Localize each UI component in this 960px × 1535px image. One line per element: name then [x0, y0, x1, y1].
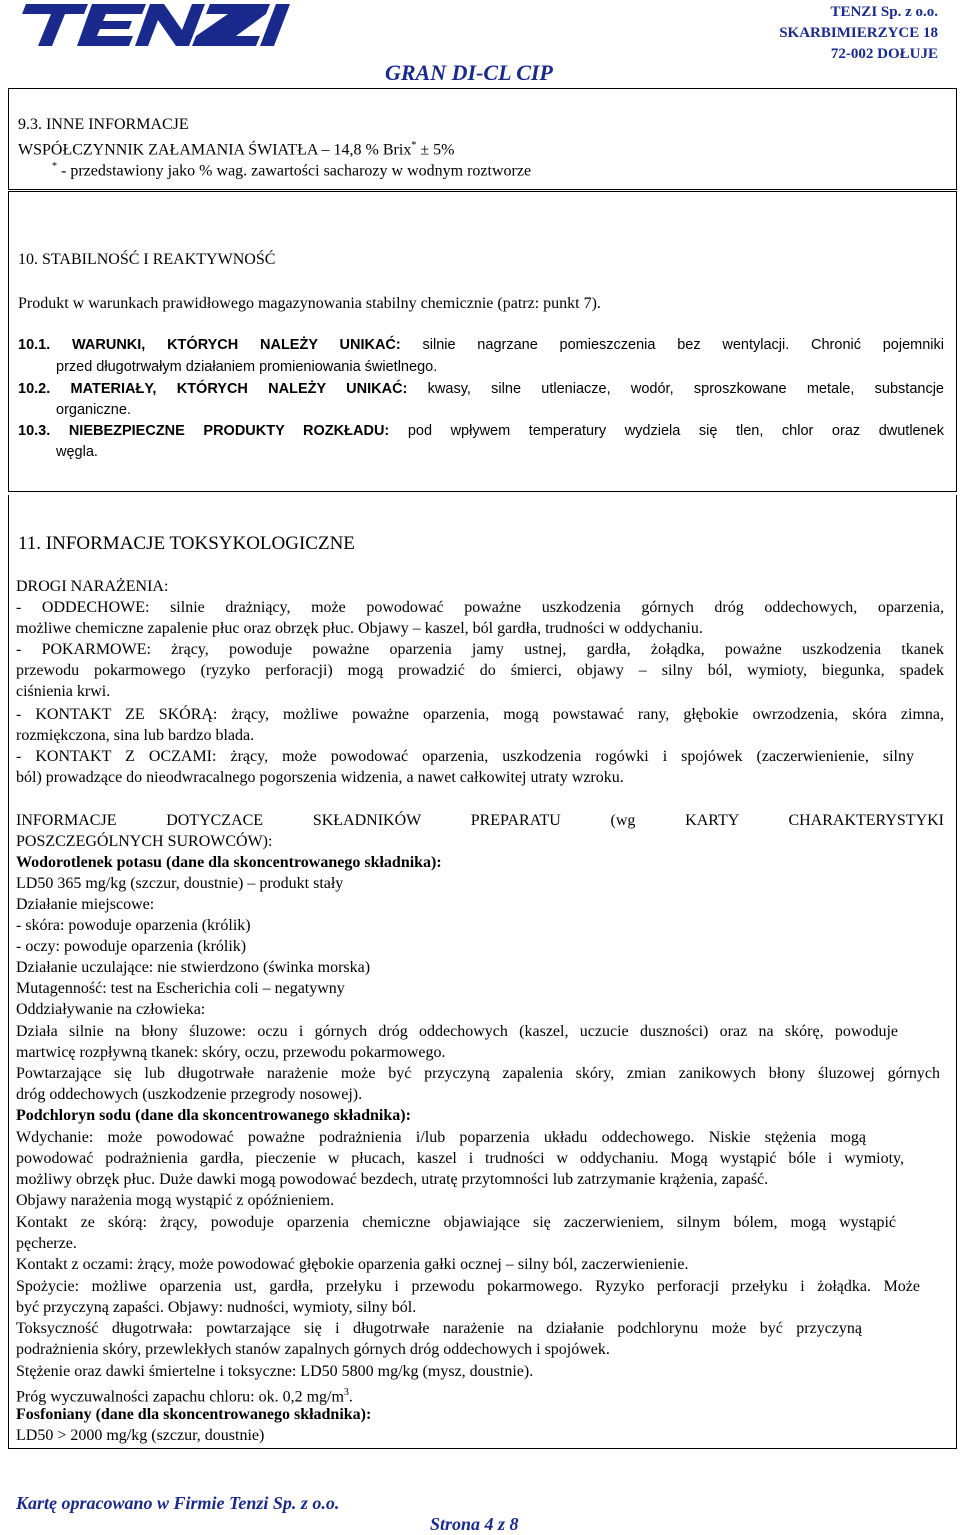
components-info-heading-cont: POSZCZEGÓLNYCH SUROWCÓW): [16, 833, 273, 850]
company-city: 72-002 DOŁUJE [830, 46, 938, 62]
product-name: GRAN DI-CL CIP [385, 60, 553, 85]
koh-line-9: martwicę rozpływną tkanek: skóry, oczu, przewodu pokarmowego. [16, 1044, 446, 1061]
refractive-index-note [52, 156, 531, 181]
item-10-3-cont: węgla. [56, 444, 98, 460]
exposure-routes-heading: DROGI NARAŻENIA: [16, 578, 169, 595]
route-skin: - KONTAKT ZE SKÓRĄ: żrący, możliwe poważne oparzenia, mogą powstawać rany, głębokie owrzodzenia, skóra zimna, [16, 706, 944, 723]
route-respiratory: - ODDECHOWE: silnie drażniący, może powodować poważne uszkodzenia górnych dróg oddechowych, oparzenia, [16, 599, 944, 616]
koh-line-3: - skóra: powoduje oparzenia (królik) [16, 917, 251, 934]
route-oral-end: ciśnienia krwi. [16, 683, 111, 700]
note-text: - przedstawiony jako % wag. zawartości sacharozy w wodnym roztworze [57, 162, 532, 180]
item-10-3 [18, 421, 944, 442]
item-10-2-label: 10.2. MATERIAŁY, KTÓRYCH NALEŻY UNIKAĆ: [18, 381, 408, 397]
koh-line-1: LD50 365 mg/kg (szczur, doustnie) – produkt stały [16, 875, 344, 892]
footer-page-number: Strona 4 z 8 [430, 1514, 519, 1534]
naocl-line-8: Spożycie: możliwe oparzenia ust, gardła, przełyku i przewodu pokarmowego. Ryzyko perforacji przełyku i żołądka. Może [16, 1278, 920, 1295]
koh-line-4: - oczy: powoduje oparzenia (królik) [16, 938, 247, 955]
koh-title: Wodorotlenek potasu (dane dla skoncentrowanego składnika): [16, 854, 442, 871]
route-eyes-cont: ból) prowadzące do nieodwracalnego pogorszenia widzenia, a nawet całkowitej utraty wzroku. [16, 769, 624, 786]
odor-threshold-end: . [348, 1388, 353, 1406]
route-skin-cont: rozmiękczona, sina lub bardzo blada. [16, 727, 255, 744]
components-info-heading: INFORMACJE DOTYCZACE SKŁADNIKÓW PREPARATU (wg KARTY CHARAKTERYSTYKI [16, 812, 944, 829]
koh-line-8: Działa silnie na błony śluzowe: oczu i górnych dróg oddechowych (kaszel, uczucie duszności) oraz na skórę, powoduje [16, 1023, 898, 1040]
refractive-index-tolerance: ± 5% [416, 141, 455, 159]
page-header [0, 0, 960, 88]
koh-line-6: Mutagenność: test na Escherichia coli – negatywny [16, 980, 345, 997]
item-10-3-text: pod wpływem temperatury wydziela się tlen, chlor oraz dwutlenek [389, 423, 944, 439]
naocl-line-5: Kontakt ze skórą: żrący, powoduje oparzenia chemiczne objawiające się zaczerwieniem, silnym bólem, mogą wystąpić [16, 1214, 896, 1231]
koh-line-2: Działanie miejscowe: [16, 896, 155, 913]
route-oral: - POKARMOWE: żrący, powoduje poważne oparzenia jamy ustnej, gardła, żołądka, poważne uszkodzenia tkanek [16, 641, 944, 658]
odor-threshold-text: Próg wyczuwalności zapachu chloru: ok. 0,2 mg/m [16, 1388, 344, 1406]
phosphonates-line-1: LD50 > 2000 mg/kg (szczur, doustnie) [16, 1427, 265, 1444]
item-10-3-label: 10.3. NIEBEZPIECZNE PRODUKTY ROZKŁADU: [18, 423, 390, 439]
refractive-index-text: WSPÓŁCZYNNIK ZAŁAMANIA ŚWIATŁA – 14,8 % Brix [18, 141, 412, 159]
koh-line-11: dróg oddechowych (uszkodzenie przegrody nosowej). [16, 1086, 363, 1103]
item-10-1-label: 10.1. WARUNKI, KTÓRYCH NALEŻY UNIKAĆ: [18, 337, 401, 353]
note-asterisk: * [52, 161, 57, 172]
item-10-2-text: kwasy, silne utleniacze, wodór, sproszkowane metale, substancje [407, 381, 944, 397]
naocl-title: Podchloryn sodu (dane dla skoncentrowanego składnika): [16, 1107, 411, 1124]
naocl-line-2: powodować podrażnienia gardła, pieczenie w płucach, kaszel i trudności w oddychaniu. Mogą wystąpić bóle i wymioty, [16, 1150, 904, 1167]
naocl-line-7: Kontakt z oczami: żrący, może powodować głębokie oparzenia gałki ocznej – silny ból, zaczerwienienie. [16, 1256, 689, 1273]
section-9-3-title: 9.3. INNE INFORMACJE [18, 116, 189, 133]
koh-line-10: Powtarzające się lub długotrwałe narażenie może być przyczyną zapalenia skóry, zmian zanikowych błony śluzowej górnych [16, 1065, 940, 1082]
section-11-frame [8, 495, 957, 1449]
naocl-line-11: podrażnienia skóry, przewlekłych stanów zapalnych górnych dróg oddechowych i spojówek. [16, 1341, 610, 1358]
naocl-line-10: Toksyczność długotrwała: powtarzające się i długotrwałe narażenie na działanie podchlorynu może być przyczyną [16, 1320, 862, 1337]
koh-line-7: Oddziaływanie na człowieka: [16, 1001, 206, 1018]
item-10-1 [18, 335, 944, 356]
tenzi-logo [14, 2, 314, 48]
koh-line-5: Działanie uczulające: nie stwierdzono (świnka morska) [16, 959, 371, 976]
naocl-line-6: pęcherze. [16, 1235, 77, 1252]
footer-prepared-by: Kartę opracowano w Firmie Tenzi Sp. z o.o. [16, 1493, 340, 1513]
item-10-2 [18, 379, 944, 400]
naocl-line-4: Objawy narażenia mogą wystąpić z opóźnieniem. [16, 1192, 335, 1209]
stability-intro: Produkt w warunkach prawidłowego magazynowania stabilny chemicznie (patrz: punkt 7). [18, 295, 601, 312]
item-10-1-cont: przed długotrwałym działaniem promieniowania świetlnego. [56, 359, 438, 375]
company-name: TENZI Sp. z o.o. [830, 4, 938, 20]
naocl-line-9: być przyczyną zapaści. Objawy: nudności, wymioty, silny ból. [16, 1299, 417, 1316]
refractive-index-asterisk: * [411, 140, 417, 151]
naocl-line-3: możliwy obrzęk płuc. Duże dawki mogą powodować bezdech, utratę przytomności lub zatrzymanie krążenia, zapaść. [16, 1171, 769, 1188]
route-oral-cont: przewodu pokarmowego (ryzyko perforacji) mogą prowadzić do śmierci, objawy – silny ból, wymioty, biegunka, spadek [16, 662, 944, 679]
phosphonates-title: Fosfoniany (dane dla skoncentrowanego składnika): [16, 1406, 372, 1423]
company-info [779, 2, 938, 65]
section-10-title: 10. STABILNOŚĆ I REAKTYWNOŚĆ [18, 251, 276, 268]
item-10-1-text: silnie nagrzane pomieszczenia bez wentylacji. Chronić pojemniki [400, 337, 944, 353]
company-street: SKARBIMIERZYCE 18 [779, 25, 938, 41]
item-10-2-cont: organiczne. [56, 402, 131, 418]
route-respiratory-cont: możliwe chemiczne zapalenie płuc oraz obrzęk płuc. Objawy – kaszel, ból gardła, trudności w oddychaniu. [16, 620, 703, 637]
naocl-line-1: Wdychanie: może powodować poważne podrażnienia i/lub poparzenia układu oddechowego. Niskie stężenia mogą [16, 1129, 866, 1146]
naocl-line-12: Stężenie oraz dawki śmiertelne i toksyczne: LD50 5800 mg/kg (mysz, doustnie). [16, 1363, 534, 1380]
section-11-title: 11. INFORMACJE TOKSYKOLOGICZNE [18, 533, 355, 554]
route-eyes: - KONTAKT Z OCZAMI: żrący, może powodować oparzenia, uszkodzenia rogówki i spojówek (zaczerwienienie, silny [16, 748, 914, 765]
odor-threshold-sup: 3 [343, 1387, 349, 1398]
